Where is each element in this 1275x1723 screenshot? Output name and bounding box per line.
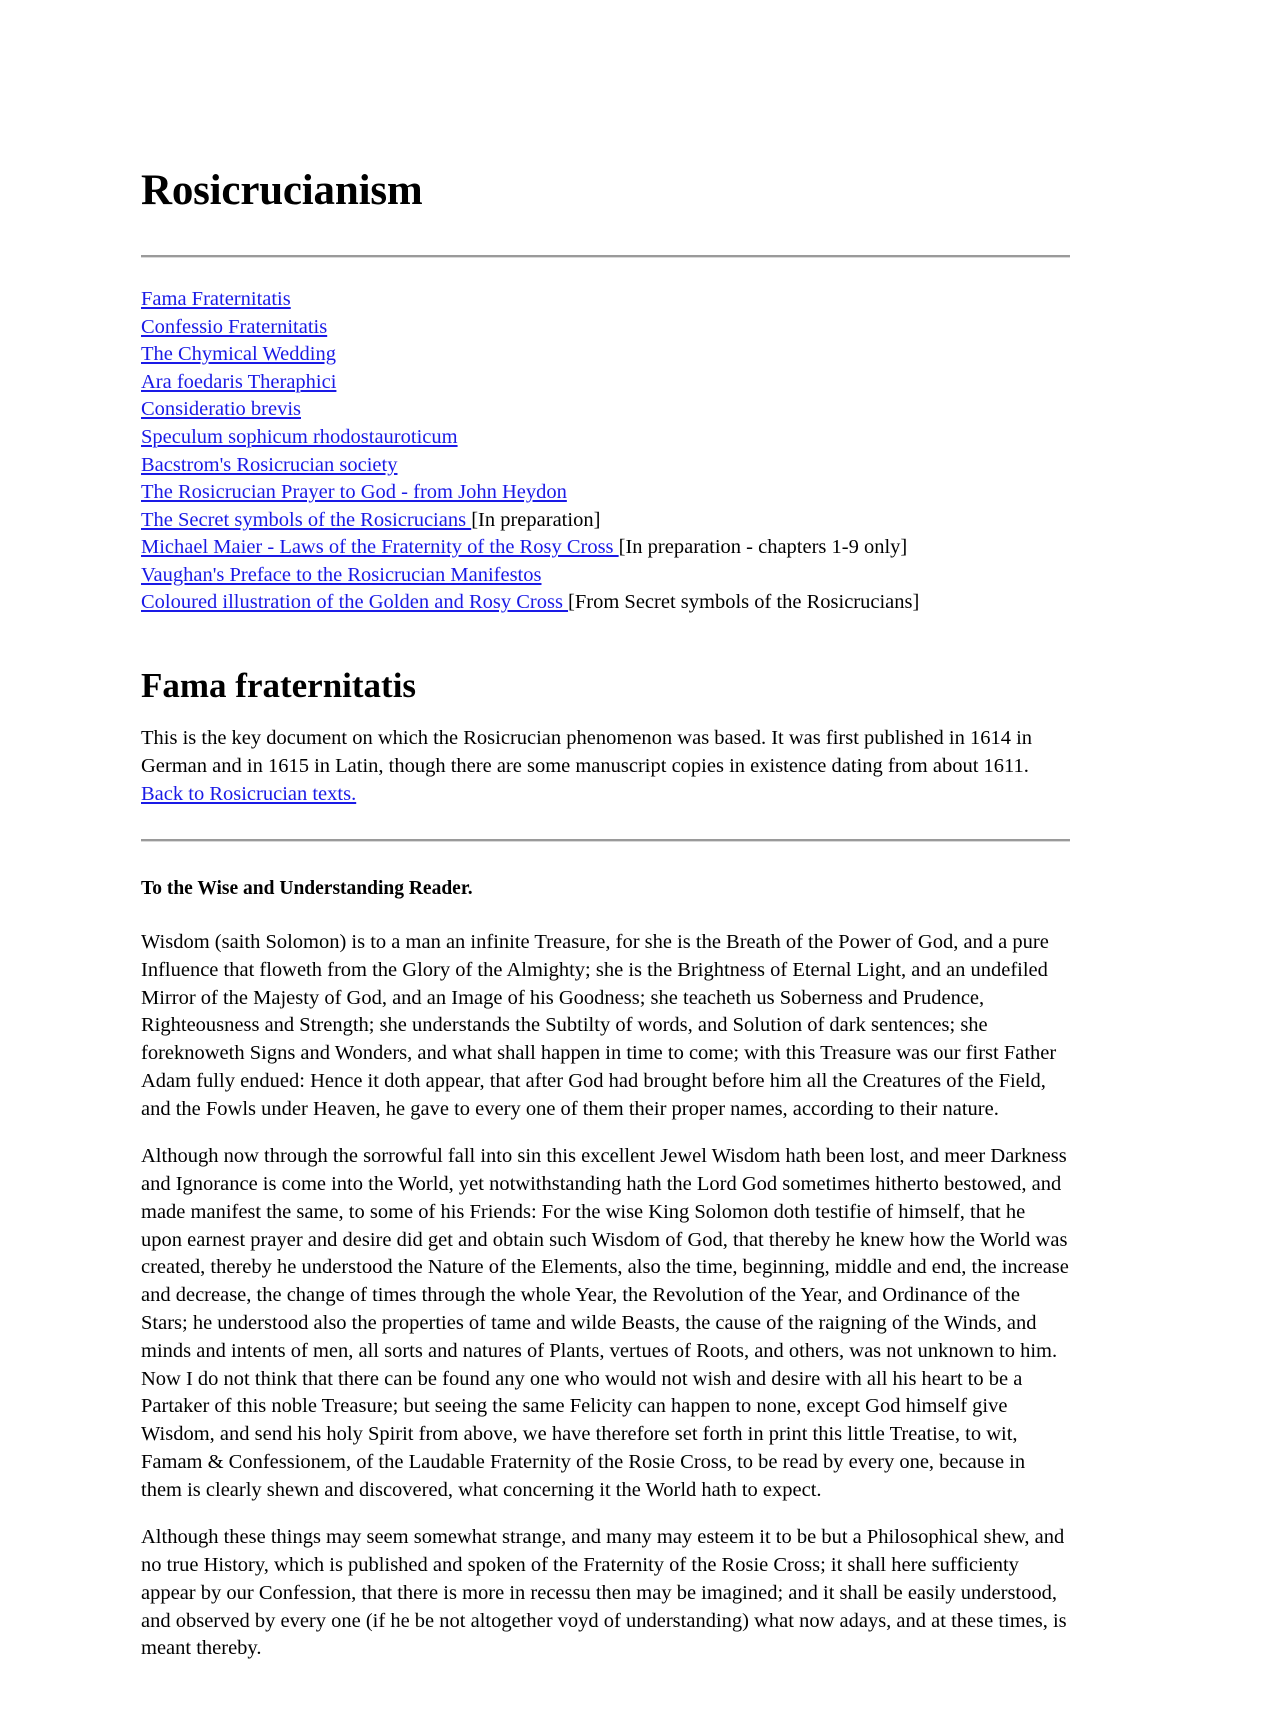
- link-ara-foedaris-theraphici[interactable]: Ara foedaris Theraphici: [141, 370, 337, 393]
- link-rosicrucian-prayer-to-god[interactable]: The Rosicrucian Prayer to God - from John Heydon: [141, 481, 567, 504]
- link-consideratio-brevis[interactable]: Consideratio brevis: [141, 398, 301, 421]
- link-coloured-illustration-golden-rosy-cross[interactable]: Coloured illustration of the Golden and Rosy Cross: [141, 591, 569, 614]
- section-title-fama-fraternitatis: Fama fraternitatis: [141, 665, 417, 705]
- list-item: [141, 589, 1070, 617]
- list-item: [141, 562, 1070, 590]
- list-item: [141, 479, 1070, 507]
- link-vaughans-preface[interactable]: Vaughan's Preface to the Rosicrucian Manifestos: [141, 563, 542, 586]
- link-back-to-rosicrucian-texts[interactable]: Back to Rosicrucian texts.: [141, 782, 357, 805]
- horizontal-rule-second: [141, 839, 1070, 842]
- list-item: [141, 286, 1070, 314]
- back-link-row: [141, 781, 1070, 809]
- page-title: Rosicrucianism: [141, 167, 423, 214]
- list-item: [141, 507, 1070, 535]
- list-item: [141, 534, 1070, 562]
- rosicrucian-text-link-list: [141, 286, 1070, 617]
- horizontal-rule-top: [141, 255, 1070, 258]
- body-paragraph-3: Although these things may seem somewhat strange, and many may esteem it to be but a Philosophical shew, and no true History, which is published and spoken of the Fraternity of the Rosie Cross; it shall here sufficienty appear by our Confession, that there is more in recessu then may be imagined; and it shall be easily understood, and observed by every one (if he be not altogether voyd of understanding) what now adays, and at these times, is meant thereby.: [141, 1526, 1067, 1660]
- list-item-note: [In preparation - chapters 1-9 only]: [618, 536, 908, 559]
- list-item: [141, 341, 1070, 369]
- link-speculum-sophicum-rhodostauroticum[interactable]: Speculum sophicum rhodostauroticum: [141, 425, 458, 448]
- body-paragraph-1: Wisdom (saith Solomon) is to a man an infinite Treasure, for she is the Breath of the Power of God, and a pure Influence that floweth from the Glory of the Almighty; she is the Brightness of Eternal Light, and an undefiled Mirror of the Majesty of God, and an Image of his Goodness; she teacheth us Soberness and Prudence, Righteousness and Strength; she understands the Subtilty of words, and Solution of dark sentences; she foreknoweth Signs and Wonders, and what shall happen in time to come; with this Treasure was our first Father Adam fully endued: Hence it doth appear, that after God had brought before him all the Creatures of the Field, and the Fowls under Heaven, he gave to every one of them their proper names, according to their nature.: [141, 931, 1057, 1120]
- list-item: [141, 452, 1070, 480]
- link-bacstroms-rosicrucian-society[interactable]: Bacstrom's Rosicrucian society: [141, 453, 398, 476]
- list-item: [141, 314, 1070, 342]
- link-the-chymical-wedding[interactable]: The Chymical Wedding: [141, 343, 336, 366]
- link-confessio-fraternitatis[interactable]: Confessio Fraternitatis: [141, 315, 328, 338]
- intro-paragraph: This is the key document on which the Rosicrucian phenomenon was based. It was first published in 1614 in German and in 1615 in Latin, though there are some manuscript copies in existence dating from about 1611.: [141, 727, 1033, 778]
- list-item: [141, 424, 1070, 452]
- reader-heading: To the Wise and Understanding Reader.: [141, 877, 473, 899]
- link-michael-maier-laws-of-the-fraternity[interactable]: Michael Maier - Laws of the Fraternity of the Rosy Cross: [141, 536, 619, 559]
- list-item: [141, 369, 1070, 397]
- list-item-note: [From Secret symbols of the Rosicrucians]: [568, 591, 920, 614]
- link-fama-fraternitatis[interactable]: Fama Fraternitatis: [141, 288, 291, 311]
- list-item-note: [In preparation]: [471, 508, 601, 531]
- list-item: [141, 396, 1070, 424]
- link-secret-symbols-of-the-rosicrucians[interactable]: The Secret symbols of the Rosicrucians: [141, 508, 472, 531]
- body-paragraph-2: Although now through the sorrowful fall into sin this excellent Jewel Wisdom hath been lost, and meer Darkness and Ignorance is come into the World, yet notwithstanding hath the Lord God sometimes hitherto bestowed, and made manifest the same, to some of his Friends: For the wise King Solomon doth testifie of himself, that he upon earnest prayer and desire did get and obtain such Wisdom of God, that thereby he knew how the World was created, thereby he understood the Nature of the Elements, also the time, beginning, middle and end, the increase and decrease, the change of times through the whole Year, the Revolution of the Year, and Ordinance of the Stars; he understood also the properties of tame and wilde Beasts, the cause of the raigning of the Winds, and minds and intents of men, all sorts and natures of Plants, vertues of Roots, and others, was not unknown to him. Now I do not think that there can be found any one who would not wish and desire with all his heart to be a Partaker of this noble Treasure; but seeing the same Felicity can happen to none, except God himself give Wisdom, and send his holy Spirit from above, we have therefore set forth in print this little Treatise, to wit, Famam & Confessionem, of the Laudable Fraternity of the Rosie Cross, to be read by every one, because in them is clearly shewn and discovered, what concerning it the World hath to expect.: [141, 1145, 1069, 1501]
